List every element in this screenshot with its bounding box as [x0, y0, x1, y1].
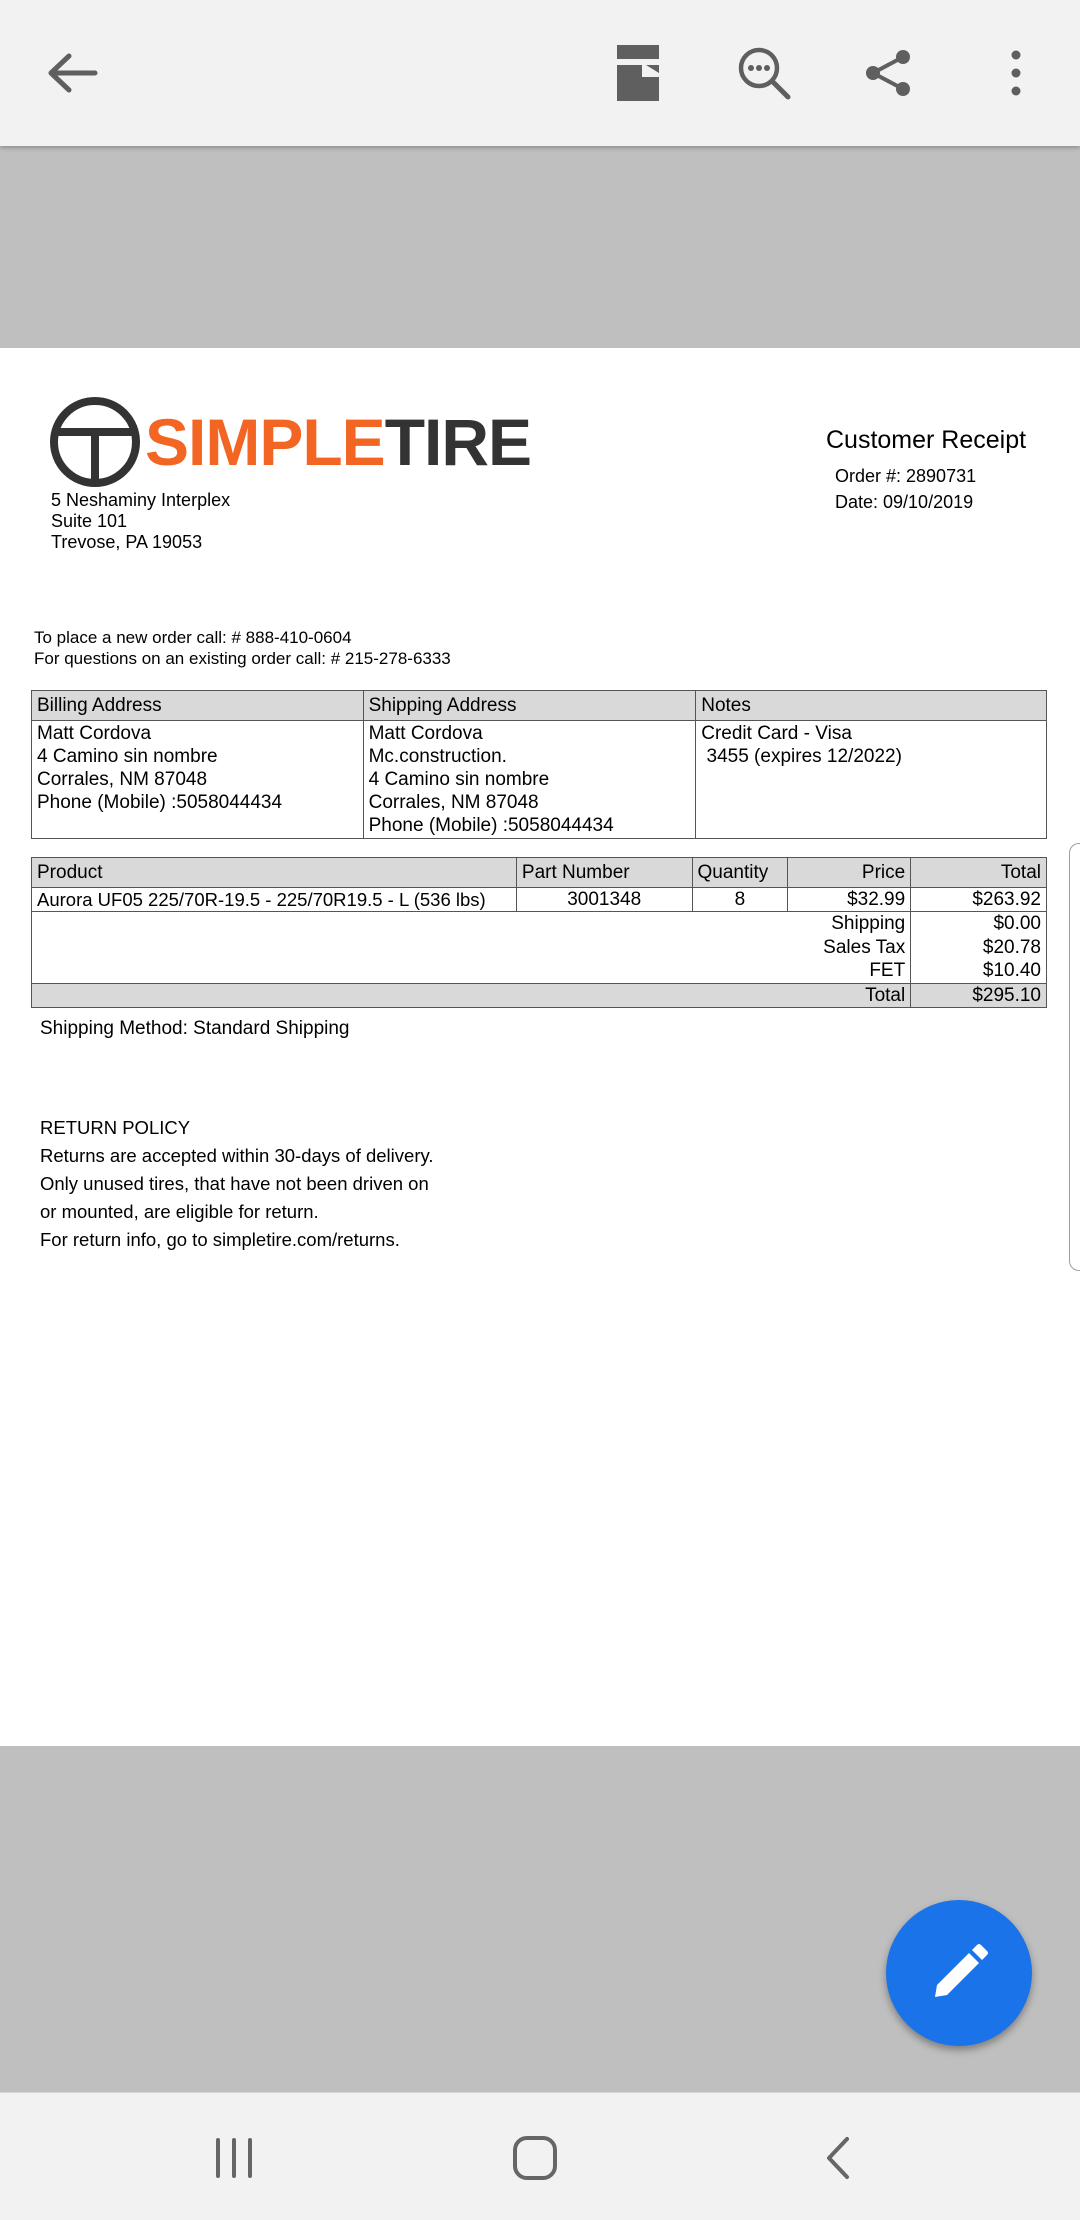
- more-options-button[interactable]: [976, 33, 1056, 113]
- notes-line: 3455 (expires 12/2022): [701, 746, 902, 767]
- search-in-document-icon: [737, 46, 791, 100]
- billing-line: Matt Cordova: [37, 723, 152, 744]
- return-policy-line: or mounted, are eligible for return.: [40, 1201, 319, 1222]
- shipping-address-cell: [363, 721, 696, 839]
- return-policy-line: Only unused tires, that have not been driven on: [40, 1173, 429, 1194]
- quantity-cell: 8: [692, 888, 788, 912]
- grand-total-row: [32, 984, 1047, 1008]
- summary-row: [32, 912, 1047, 936]
- recent-apps-icon: [212, 2138, 256, 2178]
- receipt-title: Customer Receipt: [826, 426, 1027, 454]
- sales-tax-label: Sales Tax: [32, 936, 911, 960]
- nav-back-button[interactable]: [803, 2123, 873, 2193]
- logo-simple: SIMPLE: [145, 405, 385, 479]
- tire-logo-icon: [49, 396, 141, 488]
- notes-header: Notes: [696, 691, 1047, 721]
- logo-tire: TIRE: [384, 405, 532, 479]
- search-button[interactable]: [724, 33, 804, 113]
- recent-apps-button[interactable]: [199, 2123, 269, 2193]
- address-table: [31, 690, 1047, 839]
- shipping-line: Mc.construction.: [368, 746, 507, 767]
- summary-row: [32, 960, 1047, 984]
- order-date: Date: 09/10/2019: [835, 492, 974, 512]
- scroll-handle[interactable]: [1069, 843, 1080, 1271]
- document-page: [0, 348, 1080, 1746]
- share-icon: [863, 48, 913, 98]
- shipping-label: Shipping: [32, 912, 911, 936]
- part-number-header: Part Number: [516, 858, 692, 888]
- billing-line: Corrales, NM 87048: [37, 769, 208, 790]
- quantity-header: Quantity: [692, 858, 788, 888]
- company-address-line: Suite 101: [51, 511, 128, 531]
- price-header: Price: [788, 858, 911, 888]
- company-address-line: 5 Neshaminy Interplex: [51, 490, 231, 510]
- home-icon: [512, 2135, 558, 2181]
- return-policy-line: Returns are accepted within 30-days of delivery.: [40, 1145, 434, 1166]
- part-number-cell: 3001348: [516, 888, 692, 912]
- new-order-phone: To place a new order call: # 888-410-0604: [34, 628, 352, 647]
- shipping-value: $0.00: [911, 912, 1047, 936]
- app-bar: [0, 0, 1080, 146]
- price-cell: $32.99: [788, 888, 911, 912]
- return-policy-line: For return info, go to simpletire.com/returns.: [40, 1229, 400, 1250]
- reader-mode-icon: [616, 44, 660, 102]
- shipping-address-header: Shipping Address: [363, 691, 696, 721]
- company-address-line: Trevose, PA 19053: [51, 532, 203, 552]
- more-options-icon: [1010, 49, 1022, 97]
- return-policy-heading: RETURN POLICY: [40, 1117, 191, 1138]
- shipping-line: Corrales, NM 87048: [368, 792, 539, 813]
- billing-line: Phone (Mobile) :5058044434: [37, 792, 283, 813]
- billing-line: 4 Camino sin nombre: [37, 746, 218, 767]
- summary-row: [32, 936, 1047, 960]
- product-table: [31, 857, 1047, 1008]
- back-arrow-icon: [47, 53, 99, 93]
- fet-label: FET: [32, 960, 911, 984]
- shipping-line: 4 Camino sin nombre: [368, 769, 550, 790]
- back-button[interactable]: [33, 33, 113, 113]
- sales-tax-value: $20.78: [911, 936, 1047, 960]
- billing-address-header: Billing Address: [32, 691, 364, 721]
- fet-value: $10.40: [911, 960, 1047, 984]
- product-header: Product: [32, 858, 517, 888]
- simpletire-logo: [49, 396, 532, 490]
- grand-total-value: $295.10: [911, 984, 1047, 1008]
- order-number: Order #: 2890731: [835, 466, 977, 486]
- table-row: [32, 888, 1047, 912]
- logo-wordmark: [145, 400, 531, 484]
- total-header: Total: [911, 858, 1047, 888]
- notes-line: Credit Card - Visa: [701, 723, 852, 744]
- grand-total-label: Total: [32, 984, 911, 1008]
- shipping-method: Shipping Method: Standard Shipping: [40, 1018, 350, 1039]
- home-button[interactable]: [500, 2123, 570, 2193]
- notes-cell: [696, 721, 1047, 839]
- share-button[interactable]: [848, 33, 928, 113]
- reader-mode-button[interactable]: [598, 33, 678, 113]
- nav-back-icon: [823, 2135, 853, 2181]
- edit-pencil-icon: [929, 1943, 989, 2003]
- system-nav-bar: [0, 2092, 1080, 2220]
- edit-button[interactable]: [886, 1900, 1032, 2046]
- existing-order-phone: For questions on an existing order call: # 215-278-6333: [34, 649, 451, 668]
- product-cell: Aurora UF05 225/70R-19.5 - 225/70R19.5 - L (536 lbs): [32, 888, 517, 912]
- total-cell: $263.92: [911, 888, 1047, 912]
- shipping-line: Phone (Mobile) :5058044434: [368, 815, 614, 836]
- billing-address-cell: [32, 721, 364, 839]
- shipping-line: Matt Cordova: [368, 723, 483, 744]
